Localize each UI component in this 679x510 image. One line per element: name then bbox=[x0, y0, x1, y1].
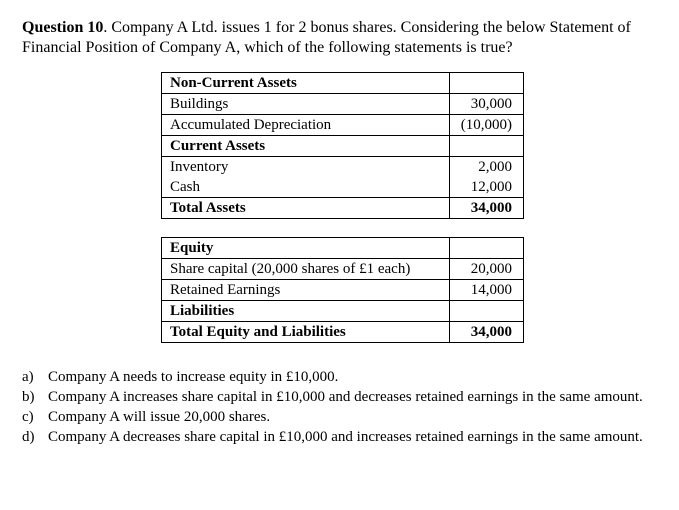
row-amount: 30,000 bbox=[450, 94, 524, 115]
row-amount: 14,000 bbox=[450, 280, 524, 301]
table-row bbox=[162, 322, 524, 343]
table-row bbox=[162, 73, 524, 94]
statement-of-financial-position-table bbox=[161, 72, 524, 343]
option-label: d) bbox=[22, 429, 35, 445]
table-row bbox=[162, 280, 524, 301]
row-amount bbox=[450, 301, 524, 322]
table-row bbox=[162, 259, 524, 280]
table-row bbox=[162, 301, 524, 322]
row-amount: (10,000) bbox=[450, 115, 524, 136]
row-label: Accumulated Depreciation bbox=[162, 115, 450, 136]
table-row bbox=[162, 94, 524, 115]
row-amount bbox=[450, 73, 524, 94]
row-label: Buildings bbox=[162, 94, 450, 115]
row-label: Equity bbox=[162, 238, 450, 259]
row-label: Inventory bbox=[162, 157, 450, 178]
table-spacer bbox=[162, 219, 524, 238]
table-row bbox=[162, 136, 524, 157]
table-row bbox=[162, 198, 524, 219]
table-row bbox=[162, 238, 524, 259]
option-text: Company A decreases share capital in £10,000 and increases retained earnings in the same amount. bbox=[48, 429, 643, 445]
row-label: Retained Earnings bbox=[162, 280, 450, 301]
option-a[interactable] bbox=[22, 367, 662, 387]
option-text: Company A needs to increase equity in £10,000. bbox=[48, 369, 339, 385]
question-body: . Company A Ltd. issues 1 for 2 bonus shares. Considering the below Statement of Financial Position of Company A, which of the following statements is true? bbox=[22, 19, 631, 56]
row-amount: 34,000 bbox=[450, 198, 524, 219]
table-row bbox=[162, 157, 524, 178]
option-label: c) bbox=[22, 409, 34, 425]
option-d[interactable] bbox=[22, 427, 662, 447]
table-row bbox=[162, 115, 524, 136]
row-label: Current Assets bbox=[162, 136, 450, 157]
row-amount: 12,000 bbox=[450, 177, 524, 198]
question-label: Question 10 bbox=[22, 19, 104, 36]
option-text: Company A will issue 20,000 shares. bbox=[48, 409, 271, 425]
row-amount: 20,000 bbox=[450, 259, 524, 280]
row-label: Cash bbox=[162, 177, 450, 198]
table-row bbox=[162, 177, 524, 198]
option-label: b) bbox=[22, 389, 35, 405]
row-label: Share capital (20,000 shares of £1 each) bbox=[162, 259, 450, 280]
row-amount: 2,000 bbox=[450, 157, 524, 178]
row-label: Total Assets bbox=[162, 198, 450, 219]
row-amount bbox=[450, 238, 524, 259]
question-text bbox=[22, 18, 662, 58]
option-text: Company A increases share capital in £10,000 and decreases retained earnings in the same amount. bbox=[48, 389, 643, 405]
option-label: a) bbox=[22, 369, 34, 385]
row-label: Liabilities bbox=[162, 301, 450, 322]
row-amount bbox=[450, 136, 524, 157]
row-amount: 34,000 bbox=[450, 322, 524, 343]
row-label: Total Equity and Liabilities bbox=[162, 322, 450, 343]
answer-options bbox=[22, 367, 662, 447]
option-c[interactable] bbox=[22, 407, 662, 427]
row-label: Non-Current Assets bbox=[162, 73, 450, 94]
option-b[interactable] bbox=[22, 387, 662, 407]
